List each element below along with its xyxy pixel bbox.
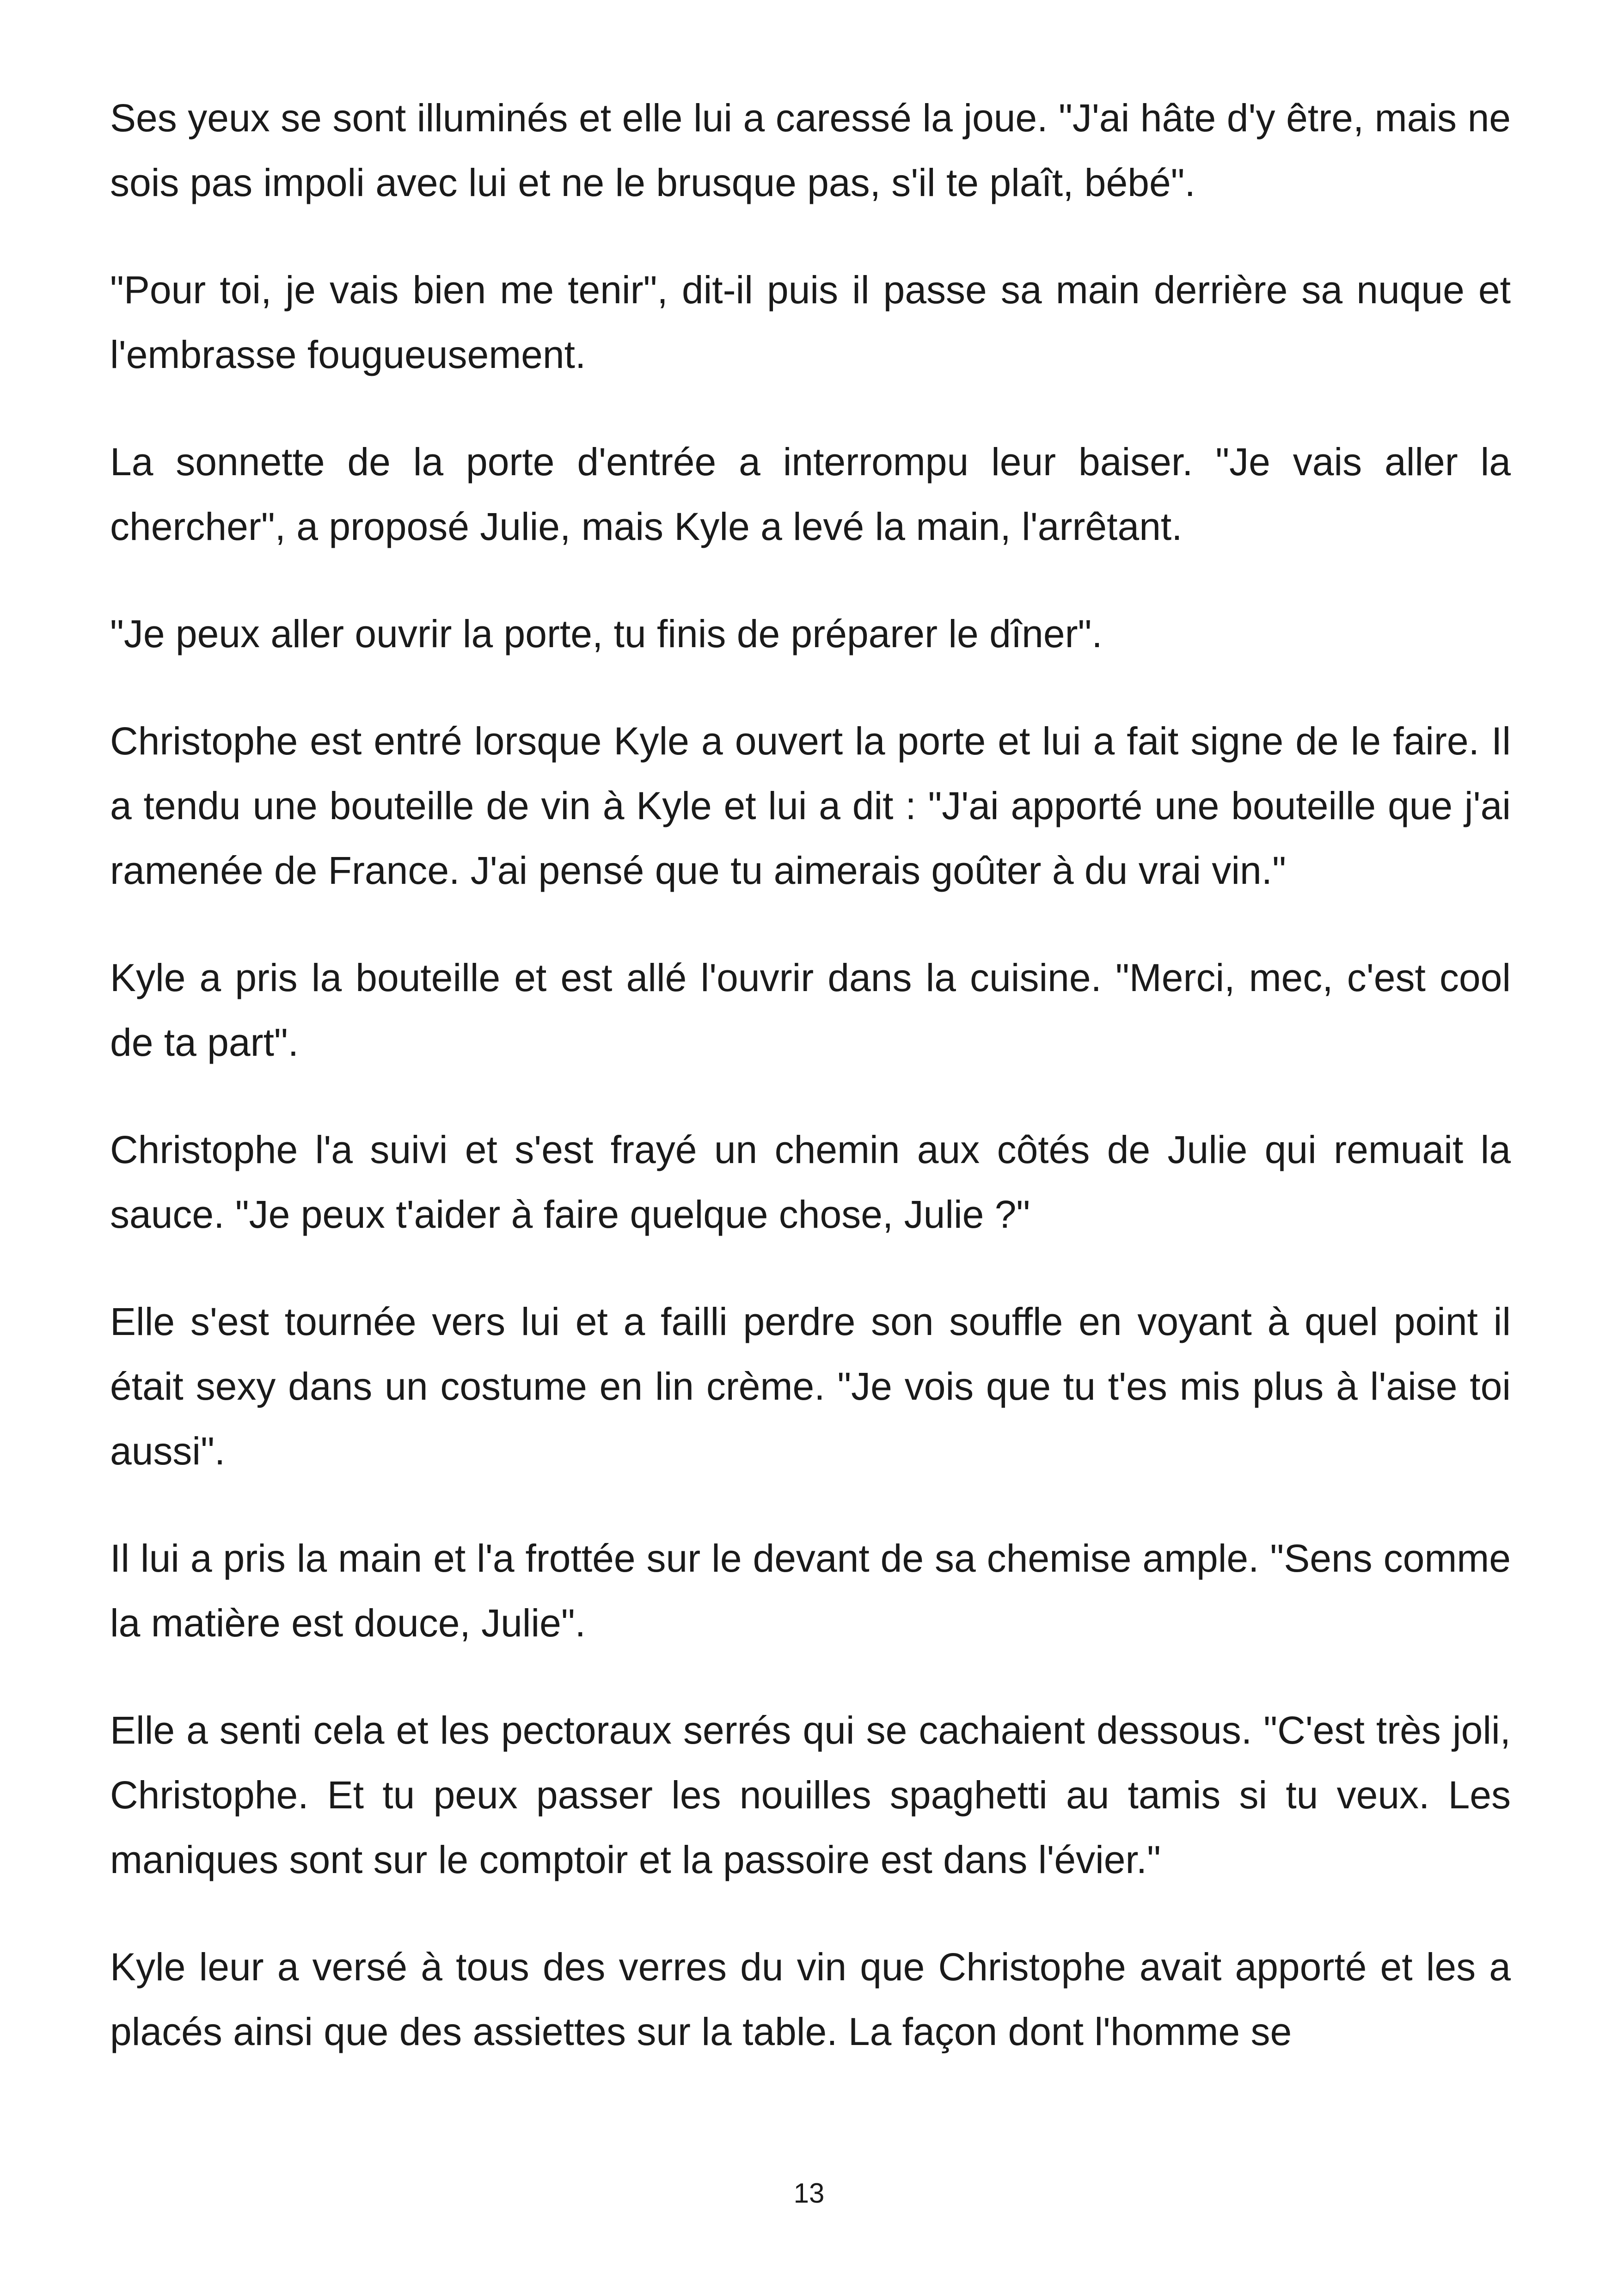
paragraph: Kyle leur a versé à tous des verres du vin que Christophe avait apporté et les a placés ainsi que des assiettes sur la table. La façon dont l'homme se	[110, 1945, 1511, 2053]
paragraph: Il lui a pris la main et l'a frottée sur le devant de sa chemise ample. "Sens comme la matière est douce, Julie".	[110, 1537, 1511, 1645]
paragraph: Elle a senti cela et les pectoraux serrés qui se cachaient dessous. "C'est très joli, Christophe. Et tu peux passer les nouilles spaghetti au tamis si tu veux. Les maniques sont sur le comptoir et la passoire est dans l'évier."	[110, 1708, 1511, 1881]
body-text	[110, 86, 1511, 2106]
paragraph: Elle s'est tournée vers lui et a failli perdre son souffle en voyant à quel point il était sexy dans un costume en lin crème. "Je vois que tu t'es mis plus à l'aise toi aussi".	[110, 1300, 1511, 1473]
paragraph: Christophe l'a suivi et s'est frayé un chemin aux côtés de Julie qui remuait la sauce. "Je peux t'aider à faire quelque chose, Julie ?"	[110, 1128, 1511, 1236]
paragraph: Ses yeux se sont illuminés et elle lui a caressé la joue. "J'ai hâte d'y être, mais ne sois pas impoli avec lui et ne le brusque pas, s'il te plaît, bébé".	[110, 96, 1511, 204]
paragraph: Christophe est entré lorsque Kyle a ouvert la porte et lui a fait signe de le faire. Il a tendu une bouteille de vin à Kyle et lui a dit : "J'ai apporté une bouteille que j'ai ramenée de France. J'ai pensé que tu aimerais goûter à du vrai vin."	[110, 719, 1511, 892]
paragraph: "Je peux aller ouvrir la porte, tu finis de préparer le dîner".	[110, 612, 1103, 655]
paragraph: "Pour toi, je vais bien me tenir", dit-il puis il passe sa main derrière sa nuque et l'embrasse fougueusement.	[110, 268, 1511, 376]
paragraph: La sonnette de la porte d'entrée a interrompu leur baiser. "Je vais aller la chercher", a proposé Julie, mais Kyle a levé la main, l'arrêtant.	[110, 440, 1511, 548]
page-number: 13	[793, 2178, 825, 2209]
paragraph: Kyle a pris la bouteille et est allé l'ouvrir dans la cuisine. "Merci, mec, c'est cool de ta part".	[110, 956, 1511, 1064]
